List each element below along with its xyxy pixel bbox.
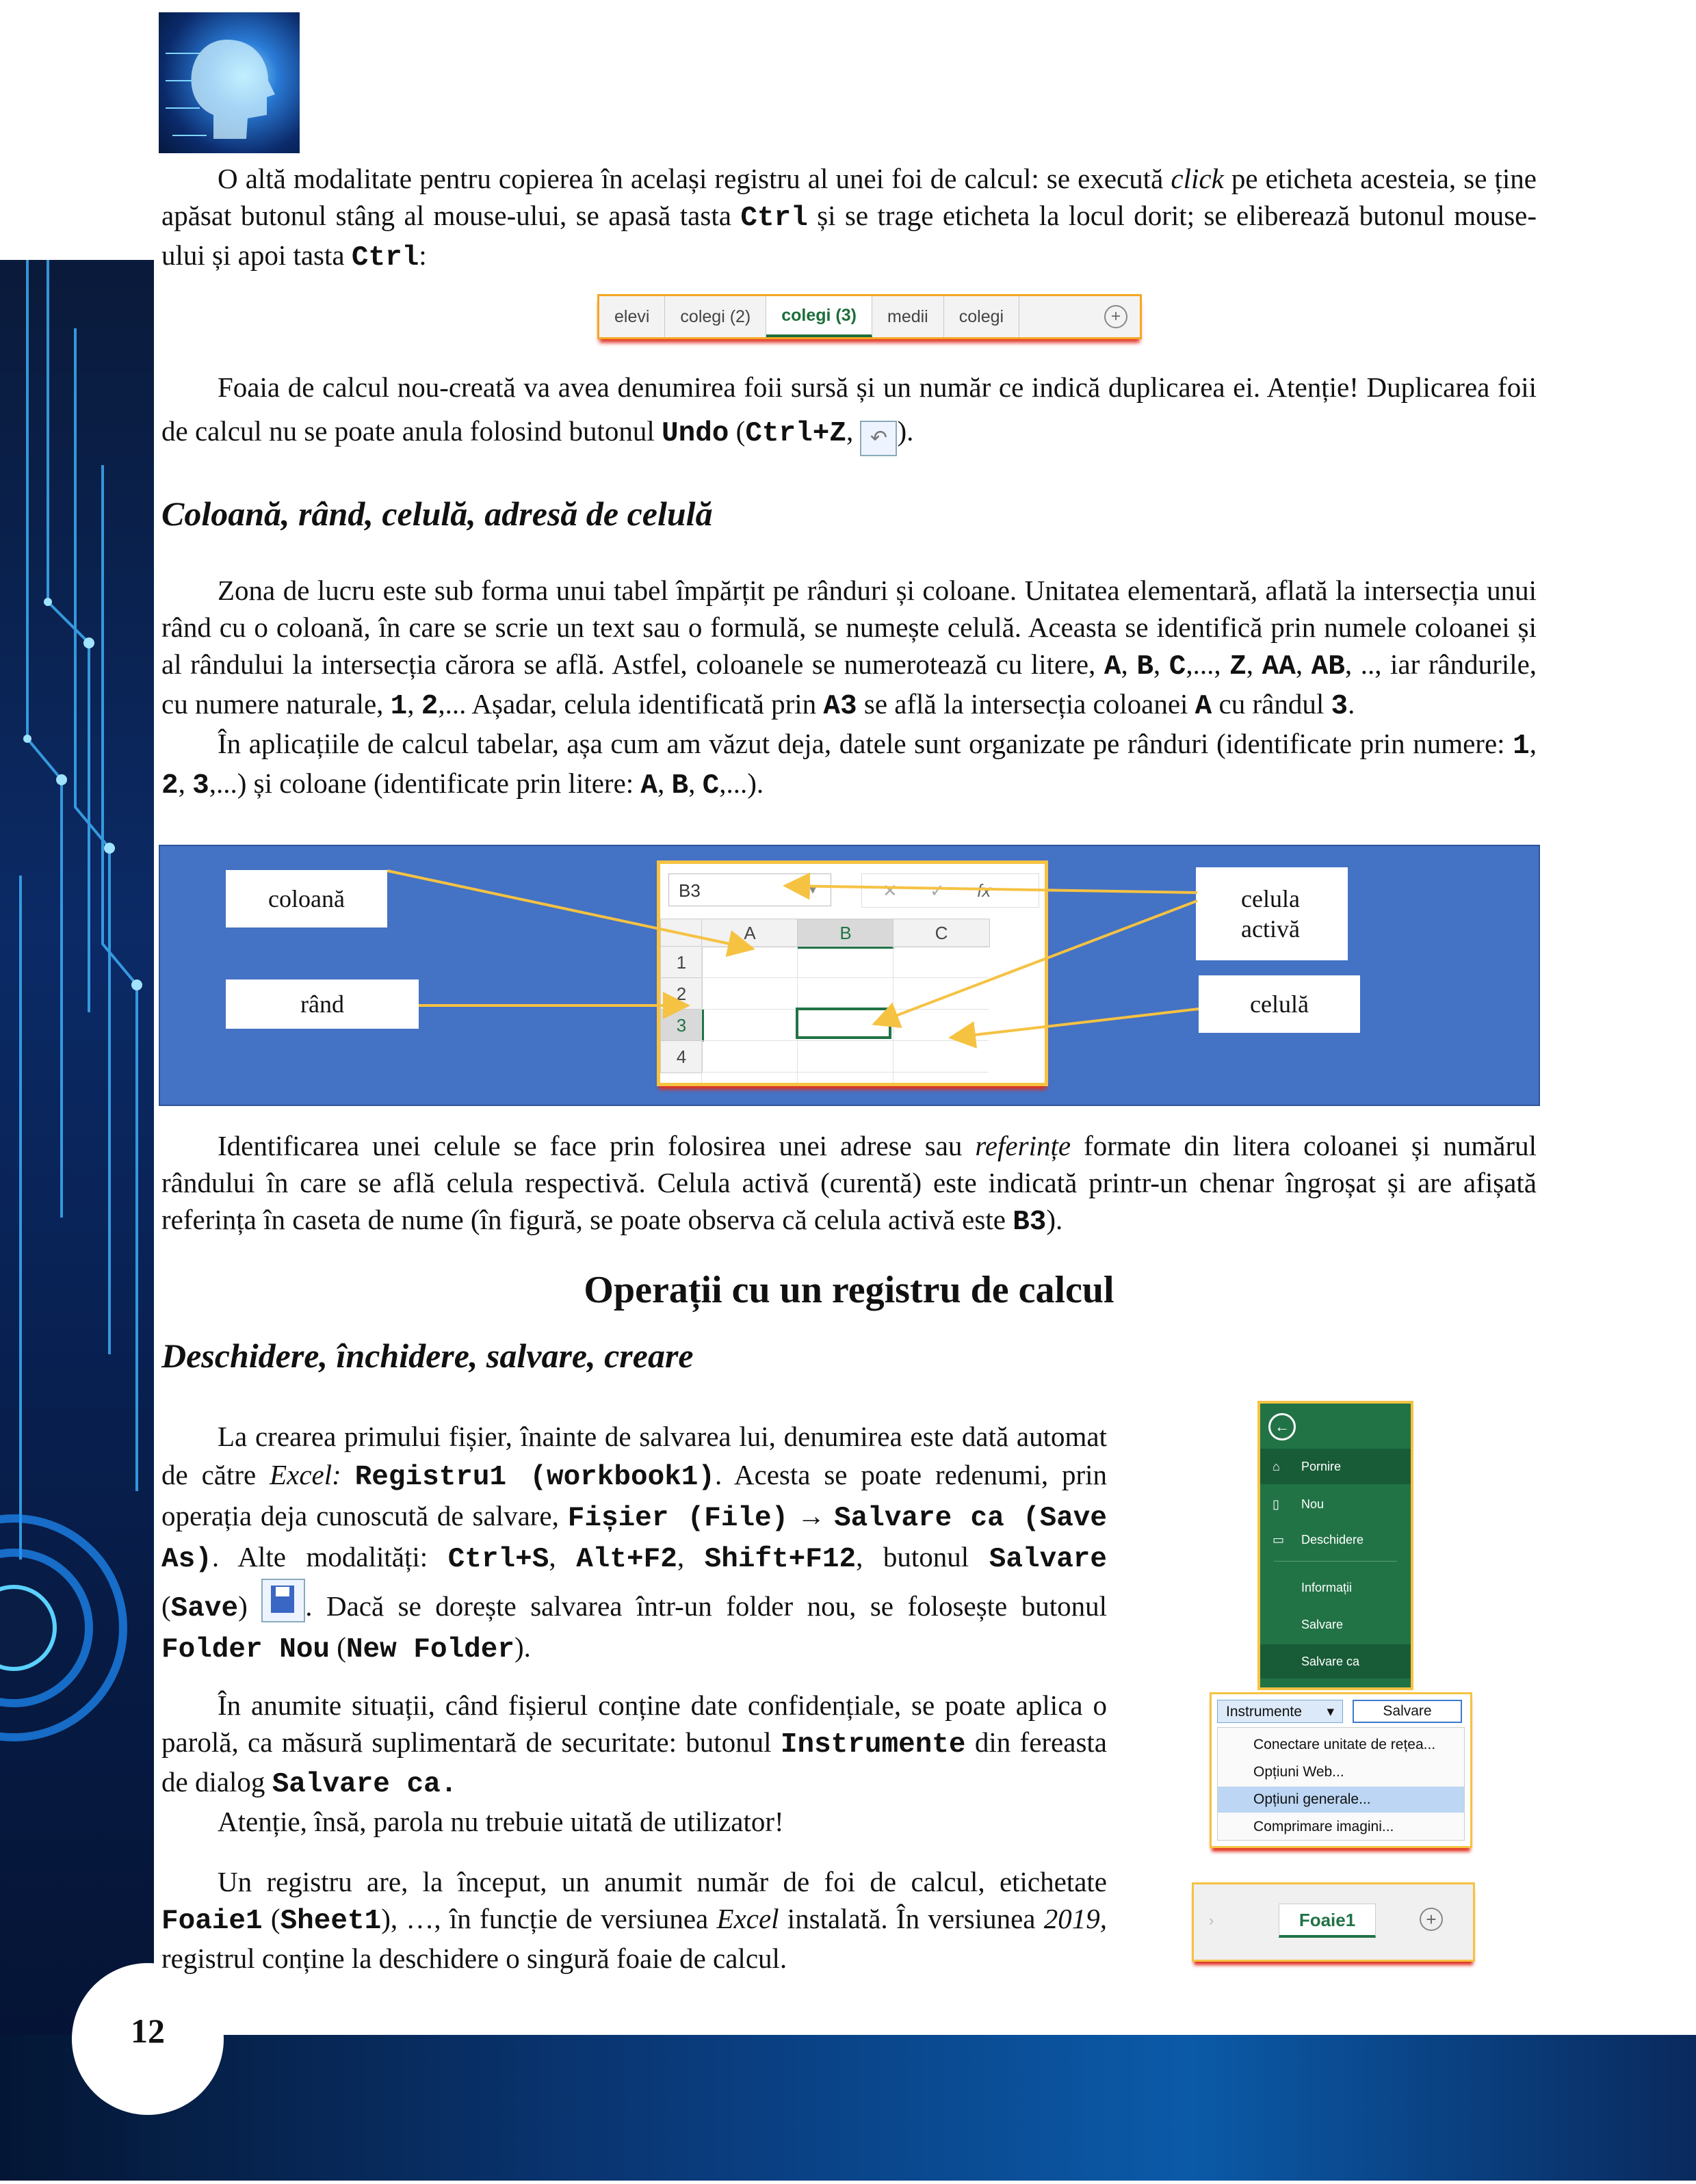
column-header[interactable]: A [701, 919, 798, 947]
tools-dropdown-menu [1210, 1692, 1472, 1848]
undo-icon: ↶ [860, 421, 897, 456]
chevron-down-icon[interactable]: ▾ [809, 882, 817, 897]
column-header-active[interactable]: B [797, 919, 894, 949]
row-header[interactable]: 2 [660, 977, 703, 1010]
add-sheet-icon[interactable]: + [1420, 1908, 1443, 1931]
circuit-lines-icon [0, 260, 154, 2181]
fx-icon[interactable]: fx [977, 880, 991, 901]
label-active-cell: celula activă [1196, 867, 1348, 960]
row-header-active[interactable]: 3 [660, 1009, 704, 1042]
paragraph-cell-reference: Identificarea unei celule se face prin folosirea unei adrese sau referințe formate din litera coloanei și numărul rândului în care se află celula respectivă. Celula activă (curentă) este indicată printr-un chenar îngroșat și are afișată referința în caseta de nume (în figură, se poate observa că celula activă este B3). [161, 1130, 1537, 1238]
arrow-cell [951, 1009, 1199, 1038]
paragraph-password: În anumite situații, când fișierul conține date confidențiale, se poate aplica o parolă, ca măsură suplimentară de securitate: butonul Instrumente din fereasta de dialog Salvare ca. Atenție, însă, parola nu trebuie uitată de utilizator! [161, 1689, 1107, 1837]
menu-item-general-options[interactable]: Opțiuni generale... [1218, 1787, 1464, 1813]
paragraph-save-workbook: La crearea primului fișier, înainte de salvarea lui, denumirea este dată automat de către Excel: Registru1 (workbook1). Acesta se poate redenumi, prin operația deja cunoscută de salvare, Fișier (File) → Salvare ca (Save As). Alte modalități: Ctrl+S, Alt+F2, Shift+F12, butonul Salvare (Save) . Dacă se dorește salvarea într-un folder nou, se folosește butonul Folder Nou (New Folder). [161, 1421, 1108, 1666]
arrow-column [387, 871, 753, 949]
tools-dropdown-button[interactable]: Instrumente ▾ [1217, 1700, 1343, 1723]
name-box[interactable]: B3 [668, 873, 831, 906]
arrow-active-to-namebox [785, 886, 1197, 893]
menu-item-new[interactable]: ▯ Nou [1260, 1487, 1411, 1521]
menu-item-web-options[interactable]: Opțiuni Web... [1253, 1764, 1344, 1780]
paragraph-duplicate-sheet: Foaia de calcul nou-creată va avea denumirea foii sursă și un număr ce indică duplicarea ei. Atenție! Duplicarea foii de calcul nu se poate anula folosind butonul Undo (Ctrl+Z, ↶ ). [161, 365, 1537, 456]
sheet-tab-foaie1[interactable]: Foaie1 [1279, 1904, 1376, 1938]
tools-menu-list [1217, 1727, 1465, 1841]
back-arrow-icon[interactable]: ← [1268, 1413, 1296, 1440]
sheet-tab[interactable]: colegi (2) [665, 296, 766, 337]
sheet-tab[interactable]: elevi [599, 296, 665, 337]
menu-item-map-drive[interactable]: Conectare unitate de rețea... [1253, 1737, 1436, 1752]
diagram-arrows [0, 845, 1696, 1105]
paragraph-copy-sheet: O altă modalitate pentru copierea în același registru al unei foi de calcul: se execută click pe eticheta acesteia, se ține apăsat butonul stâng al mouse-ului, se apasă tasta Ctrl și se trage eticheta la locul dorit; se eliberează butonul mouse-ului și apoi tasta Ctrl: [161, 163, 1537, 274]
label-column: coloană [226, 870, 387, 927]
folder-icon: ▭ [1273, 1533, 1285, 1547]
save-disk-icon [261, 1579, 305, 1622]
decorative-circuit-strip [0, 260, 154, 2181]
sheet-tab-active[interactable]: colegi (3) [766, 296, 872, 337]
menu-item-home[interactable]: ⌂ Pornire [1260, 1449, 1411, 1484]
sheet-tabs-bar [597, 294, 1142, 339]
menu-item-save[interactable]: Salvare [1301, 1618, 1344, 1631]
sheet-tab[interactable]: colegi [944, 296, 1019, 337]
single-sheet-tab-bar [1192, 1882, 1475, 1962]
menu-item-compress-images[interactable]: Comprimare imagini... [1253, 1819, 1394, 1834]
row-header[interactable]: 4 [660, 1040, 703, 1073]
scroll-left-icon[interactable]: › [1209, 1912, 1214, 1929]
home-icon: ⌂ [1273, 1460, 1280, 1473]
paragraph-cells: Zona de lucru este sub forma unui tabel împărțit pe rânduri și coloane. Unitatea elementară, aflată la intersecția unui rând cu o coloană, în care se scrie un text sau o formulă, se numește celulă. Aceasta se identifică prin numele coloanei și al rândului la intersecția cărora se află. Astfel, coloanele se numerotează cu litere, A, B, C,..., Z, AA, AB, .., iar rândurile, cu numere naturale, 1, 2,... Așadar, celula identificată prin A3 se află la intersecția coloanei A cu rândul 3. În aplicațiile de calcul tabelar, așa cum am văzut deja, datele sunt organizate pe rânduri (identificate prin numere: 1, 2, 3,...) și coloane (identificate prin litere: A, B, C,...). [161, 575, 1537, 802]
ai-head-logo-icon [159, 12, 300, 153]
menu-divider [1274, 1561, 1397, 1562]
arrow-active-to-cell [874, 901, 1197, 1024]
decorative-footer-strip [0, 2035, 1696, 2181]
file-backstage-menu [1257, 1401, 1413, 1690]
subsection-heading: Deschidere, închidere, salvare, creare [161, 1337, 694, 1375]
add-sheet-icon[interactable]: + [1104, 305, 1127, 328]
menu-item-info[interactable]: Informații [1301, 1581, 1353, 1594]
chevron-down-icon: ▾ [1327, 1704, 1334, 1720]
menu-item-save-as[interactable]: Salvare ca [1260, 1644, 1411, 1679]
section-title: Operații cu un registru de calcul [584, 1269, 1114, 1311]
new-doc-icon: ▯ [1273, 1497, 1279, 1511]
paragraph-sheets: Un registru are, la început, un anumit număr de foi de calcul, etichetate Foaie1 (Sheet1), …, în funcție de versiunea Excel instalată. În versiunea 2019, registrul conține la deschidere o singură foaie de calcul. [161, 1866, 1107, 1974]
enter-icon[interactable]: ✓ [930, 880, 945, 901]
column-header[interactable]: C [893, 919, 990, 947]
save-button[interactable]: Salvare [1353, 1700, 1462, 1723]
label-cell: celulă [1199, 975, 1360, 1033]
page-number: 12 [131, 2012, 165, 2050]
menu-item-open[interactable]: ▭ Deschidere [1260, 1523, 1411, 1557]
section-heading: Coloană, rând, celulă, adresă de celulă [161, 495, 713, 533]
sheet-tab[interactable]: medii [872, 296, 944, 337]
cancel-icon[interactable]: ✕ [883, 880, 898, 901]
label-row: rând [226, 979, 419, 1029]
row-header[interactable]: 1 [660, 946, 703, 979]
